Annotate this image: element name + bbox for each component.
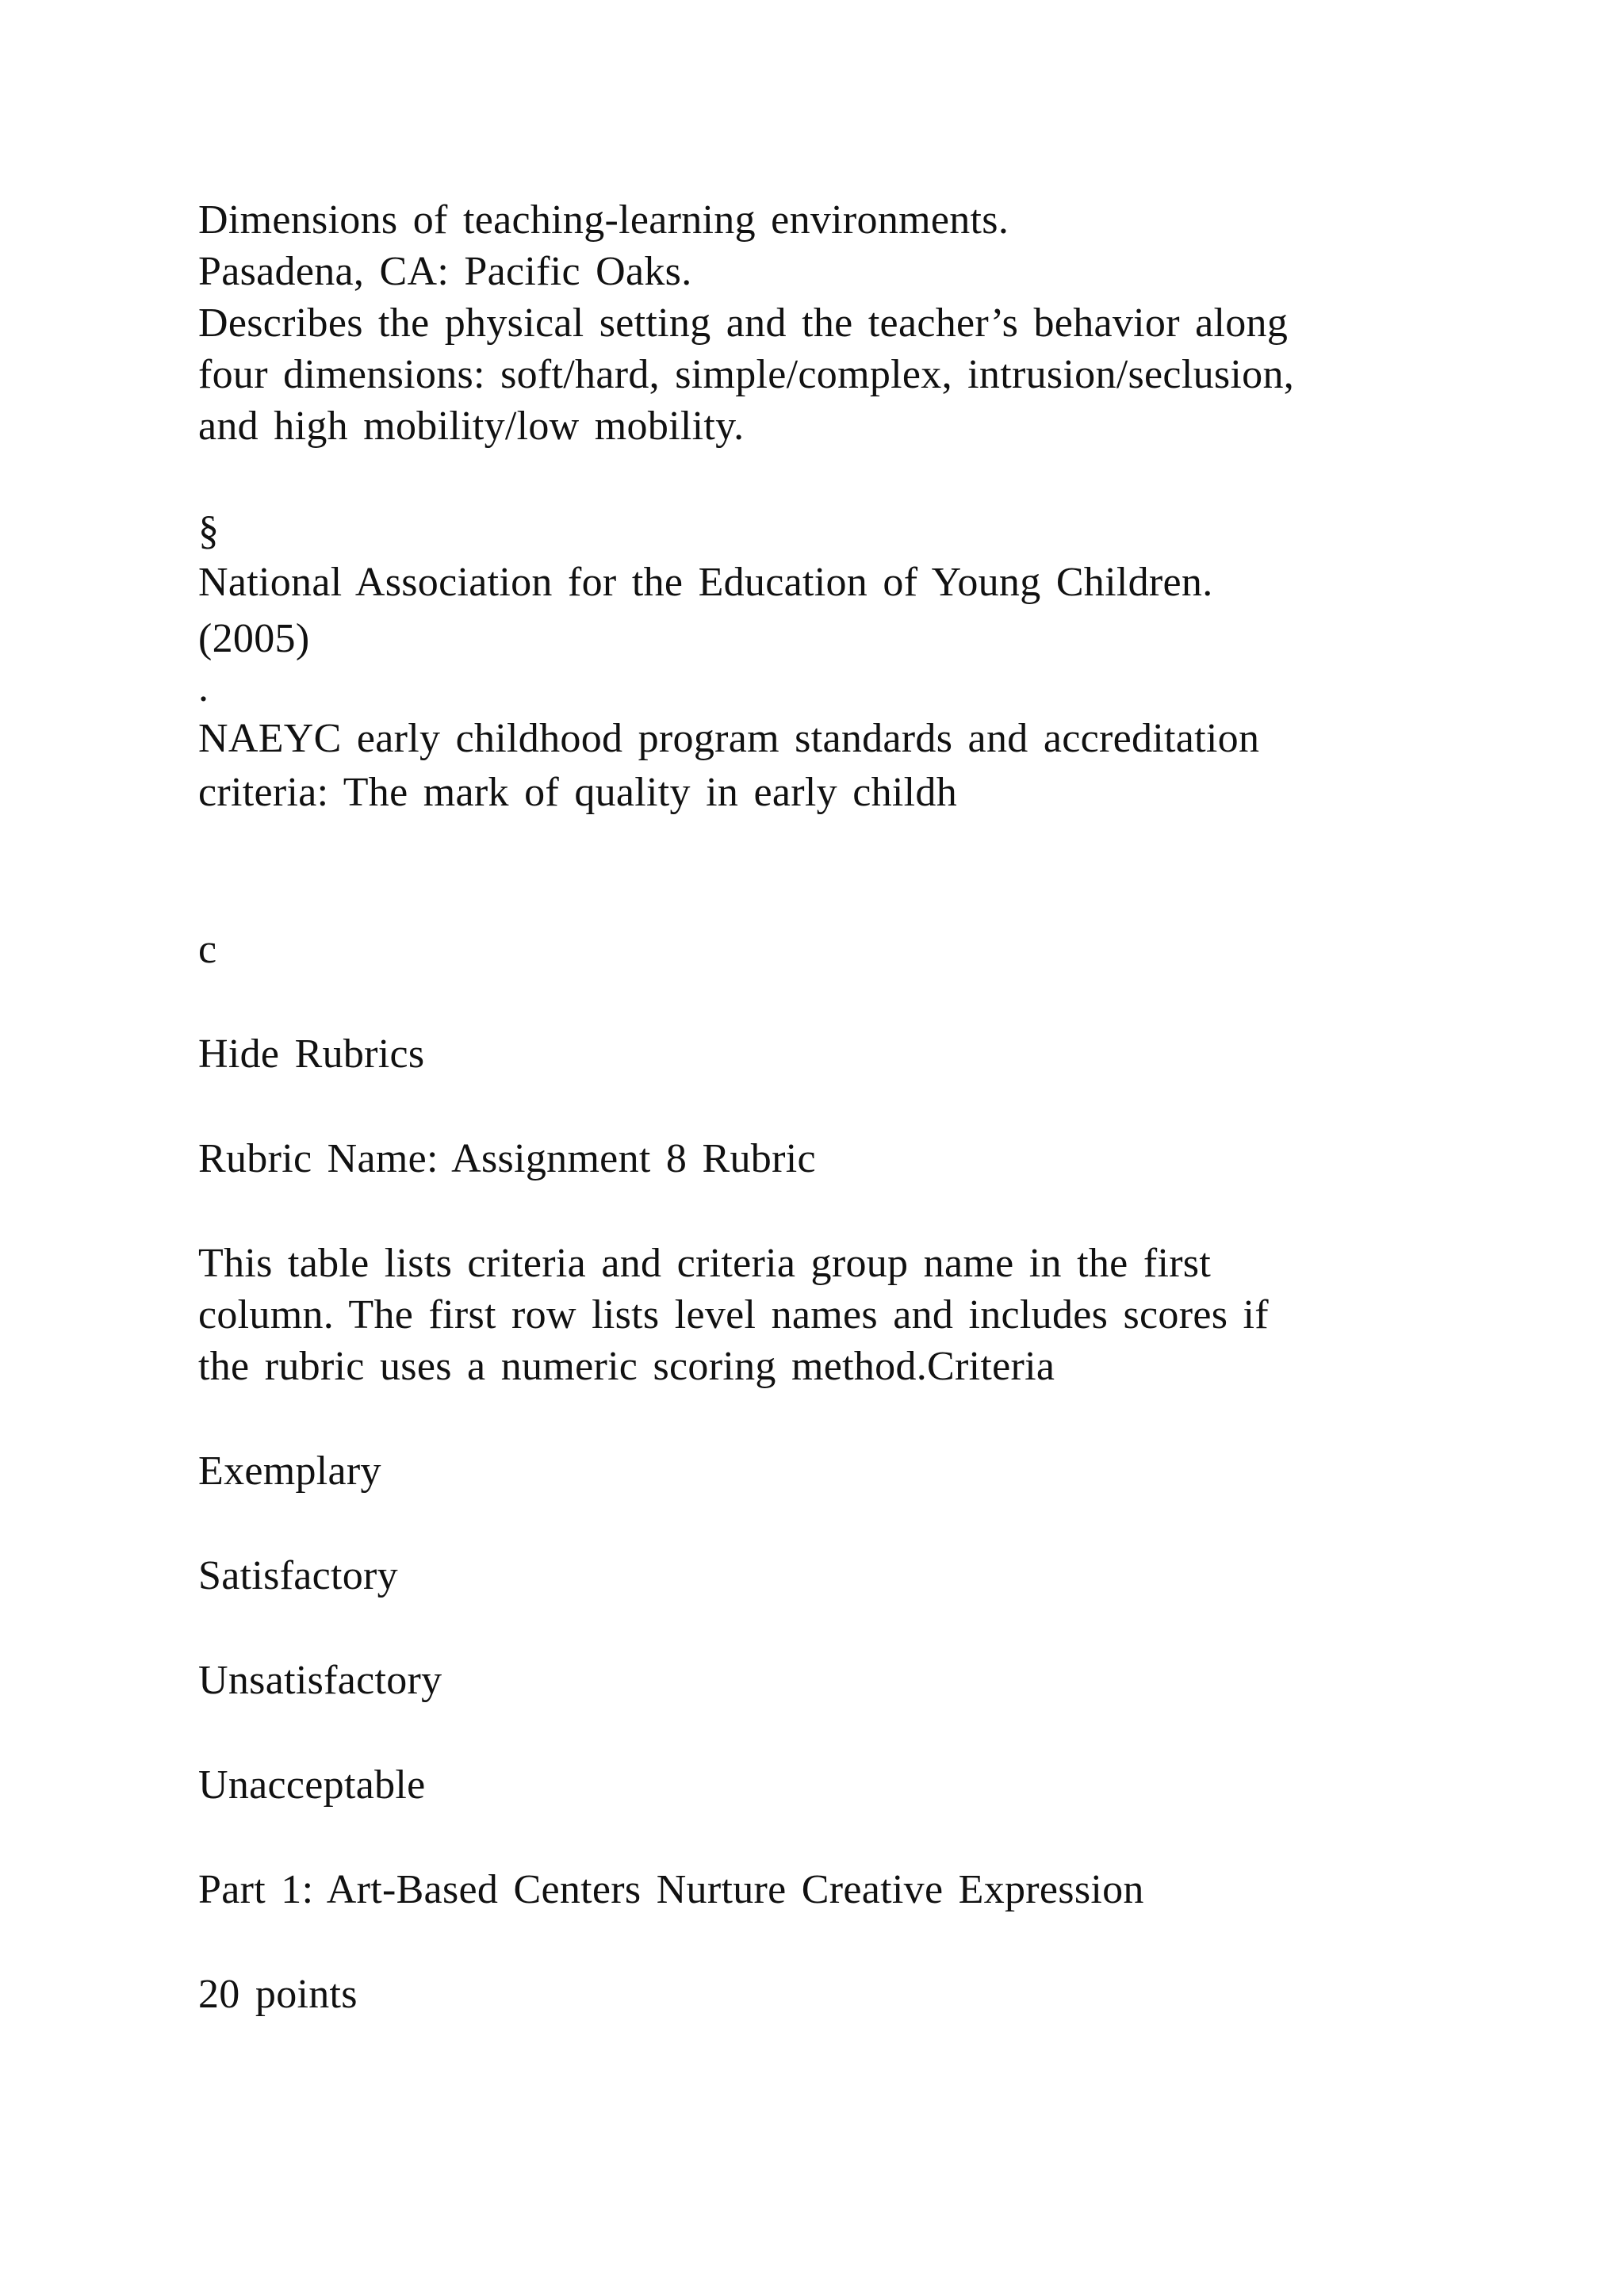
reference-year: (2005) [198, 616, 310, 661]
table-description-line: column. The first row lists level names and includes scores if [198, 1292, 1269, 1337]
stray-letter: c [198, 927, 217, 972]
reference-publisher-line: Pasadena, CA: Pacific Oaks. [198, 249, 692, 294]
table-description-line: the rubric uses a numeric scoring method.Criteria [198, 1344, 1055, 1389]
section-symbol: § [198, 508, 220, 553]
reference-description-line: and high mobility/low mobility. [198, 404, 745, 449]
level-unacceptable: Unacceptable [198, 1762, 426, 1808]
level-satisfactory: Satisfactory [198, 1553, 398, 1598]
table-description-line: This table lists criteria and criteria group name in the first [198, 1241, 1212, 1286]
level-exemplary: Exemplary [198, 1448, 381, 1494]
level-unsatisfactory: Unsatisfactory [198, 1658, 442, 1703]
reference-description-line: four dimensions: soft/hard, simple/complex, intrusion/seclusion, [198, 352, 1295, 397]
reference-dot: . [198, 665, 209, 710]
reference-title-line: Dimensions of teaching-learning environments. [198, 197, 1009, 243]
criterion-title: Part 1: Art-Based Centers Nurture Creative Expression [198, 1867, 1144, 1912]
criterion-points: 20 points [198, 1972, 358, 2017]
reference-author-line: National Association for the Education of Young Children. [198, 560, 1213, 605]
rubric-name: Rubric Name: Assignment 8 Rubric [198, 1136, 816, 1181]
reference-description-line: Describes the physical setting and the teacher’s behavior along [198, 300, 1289, 346]
hide-rubrics-link[interactable]: Hide Rubrics [198, 1031, 425, 1077]
reference-title-line: criteria: The mark of quality in early childh [198, 770, 957, 815]
reference-title-line: NAEYC early childhood program standards and accreditation [198, 716, 1260, 761]
